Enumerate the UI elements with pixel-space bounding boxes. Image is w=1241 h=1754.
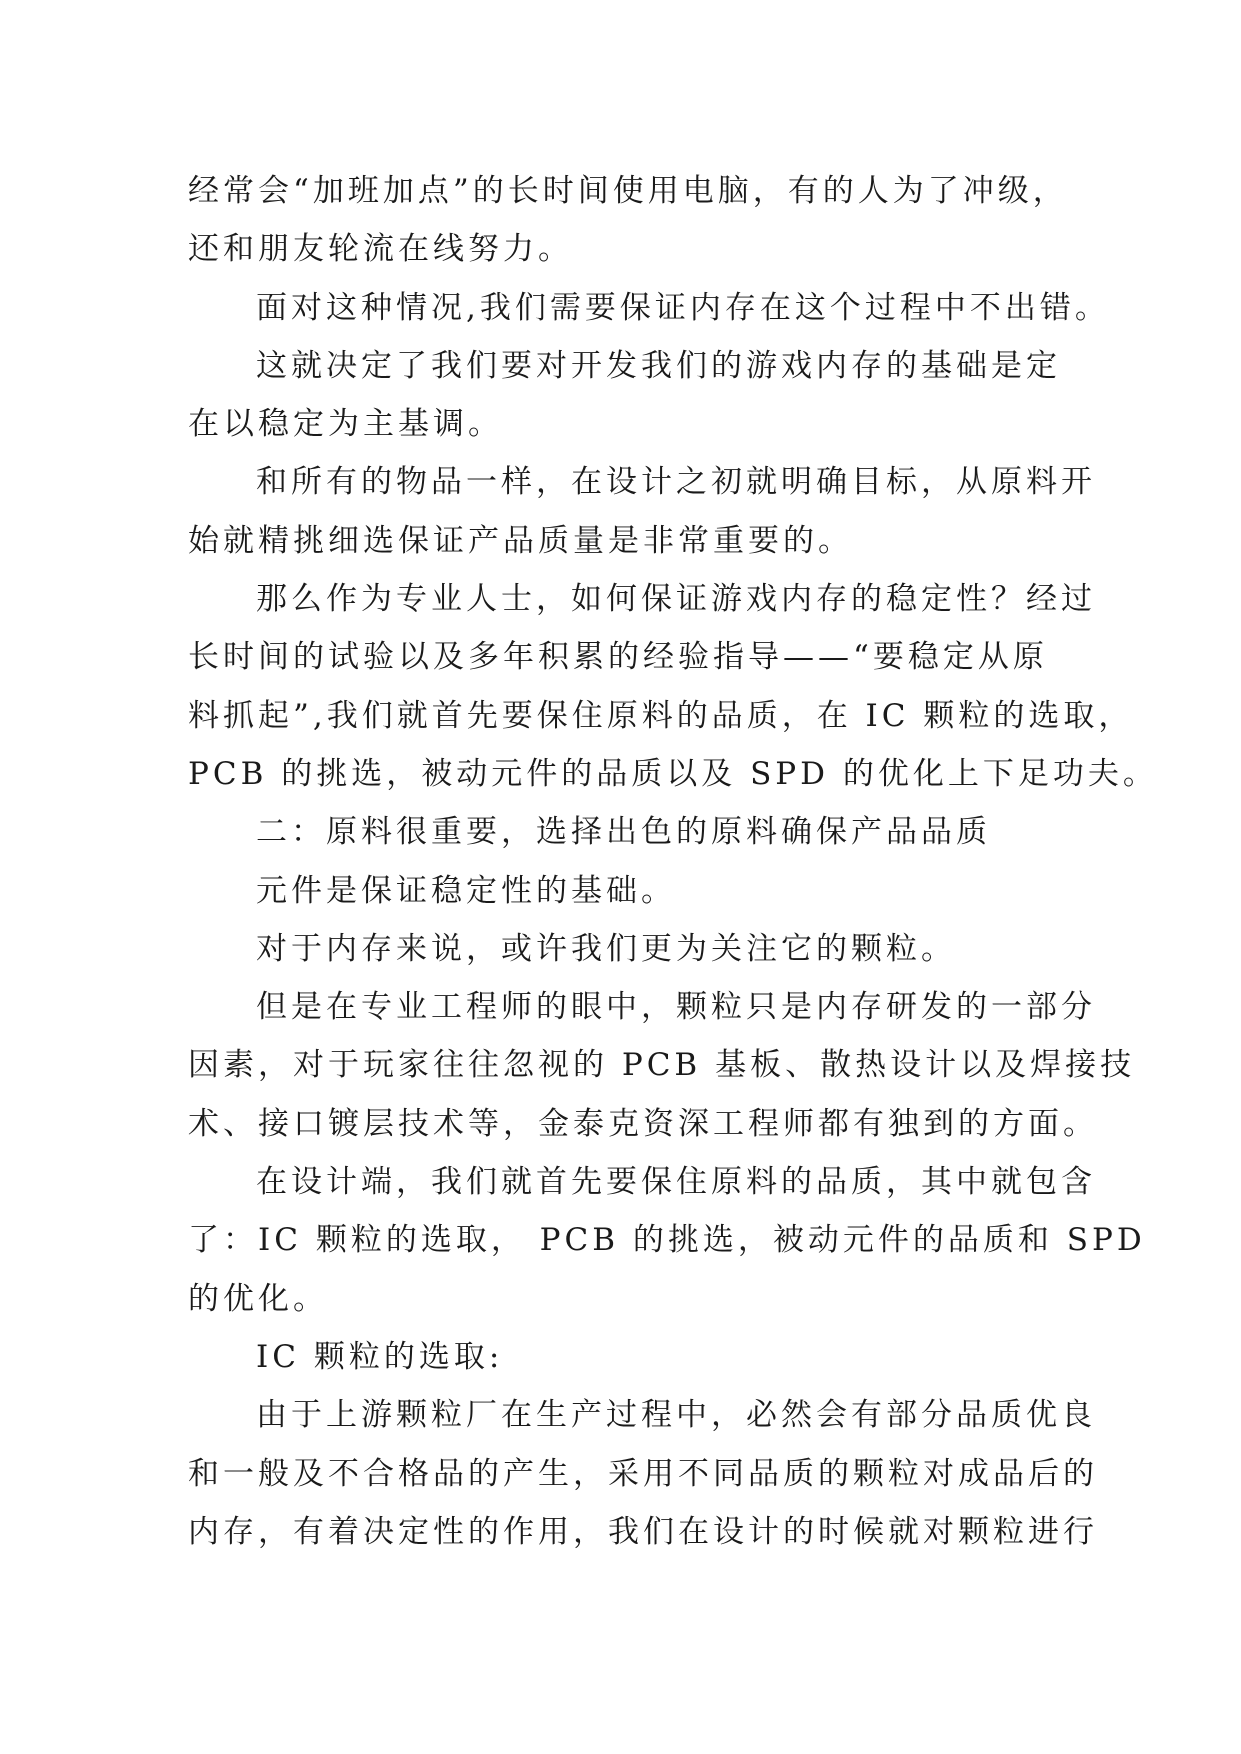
- text-line: 因素，对于玩家往往忽视的 PCB 基板、散热设计以及焊接技: [188, 1047, 1136, 1084]
- text-line: 了：IC 颗粒的选取， PCB 的挑选，被动元件的品质和 SPD: [188, 1222, 1146, 1259]
- text-line: 面对这种情况,我们需要保证内存在这个过程中不出错。: [256, 289, 1110, 326]
- text-line: 料抓起”,我们就首先要保住原料的品质，在 IC 颗粒的选取，: [188, 697, 1134, 734]
- text-line: 在设计端，我们就首先要保住原料的品质，其中就包含: [256, 1164, 1096, 1201]
- text-line: 由于上游颗粒厂在生产过程中，必然会有部分品质优良: [256, 1397, 1096, 1434]
- text-line: 经常会“加班加点”的长时间使用电脑，有的人为了冲级，: [188, 173, 1068, 209]
- text-line: IC 颗粒的选取:: [256, 1338, 504, 1375]
- text-line: PCB 的挑选，被动元件的品质以及 SPD 的优化上下足功夫。: [188, 755, 1158, 792]
- text-line: 但是在专业工程师的眼中，颗粒只是内存研发的一部分: [256, 989, 1096, 1026]
- text-line: 术、接口镀层技术等，金泰克资深工程师都有独到的方面。: [188, 1105, 1098, 1142]
- text-line: 内存，有着决定性的作用，我们在设计的时候就对颗粒进行: [188, 1513, 1098, 1550]
- text-line: 二：原料很重要，选择出色的原料确保产品品质: [256, 814, 991, 851]
- body-text: [188, 162, 1158, 1561]
- text-line: 那么作为专业人士，如何保证游戏内存的稳定性？经过: [256, 581, 1096, 618]
- text-line: 这就决定了我们要对开发我们的游戏内存的基础是定: [256, 347, 1061, 384]
- text-line: 和所有的物品一样，在设计之初就明确目标，从原料开: [256, 464, 1096, 501]
- text-line: 还和朋友轮流在线努力。: [188, 231, 573, 268]
- text-line: 在以稳定为主基调。: [188, 406, 503, 443]
- text-line: 和一般及不合格品的产生，采用不同品质的颗粒对成品后的: [188, 1455, 1098, 1492]
- text-line: 对于内存来说，或许我们更为关注它的颗粒。: [256, 930, 956, 967]
- text-line: 的优化。: [188, 1280, 328, 1317]
- text-line: 始就精挑细选保证产品质量是非常重要的。: [188, 522, 853, 559]
- text-line: 长时间的试验以及多年积累的经验指导——“要稳定从原: [188, 639, 1048, 676]
- text-line: 元件是保证稳定性的基础。: [256, 872, 676, 909]
